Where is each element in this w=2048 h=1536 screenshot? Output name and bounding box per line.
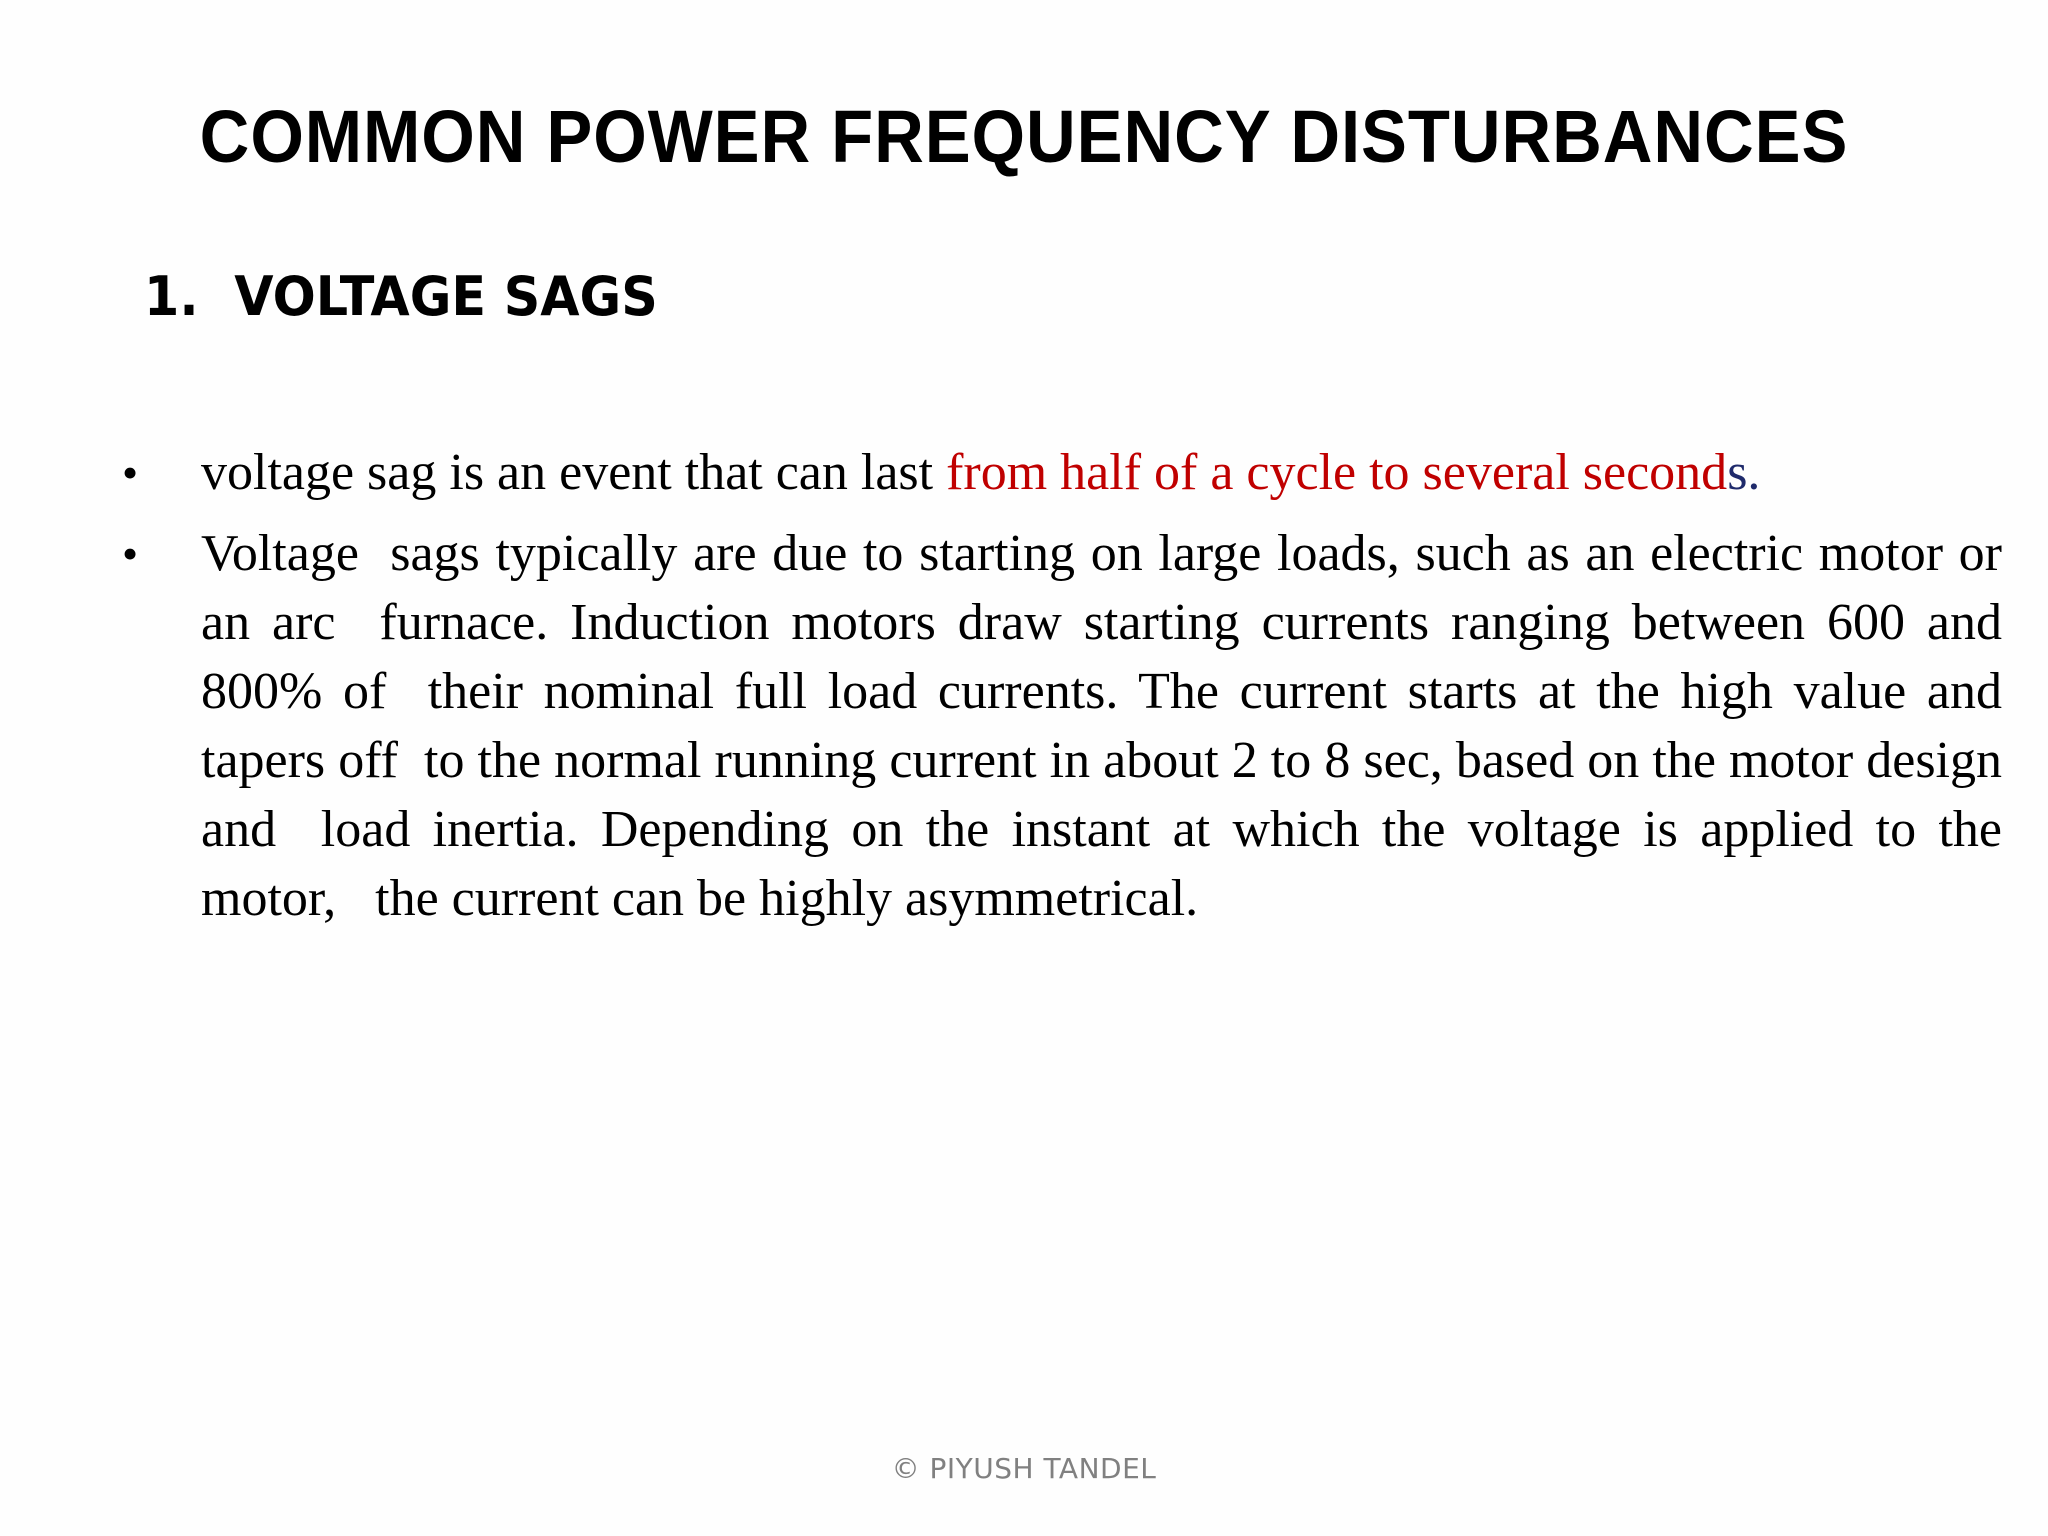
section-number: 1. — [144, 265, 199, 328]
bullet-text: voltage sag is an event that can last — [201, 444, 947, 501]
bullet-icon: • — [122, 447, 139, 498]
slide-title: COMMON POWER FREQUENCY DISTURBANCES — [199, 95, 1849, 178]
bullet-icon: • — [122, 528, 139, 579]
section-heading-text: VOLTAGE SAGS — [234, 265, 658, 328]
bullet-item-causes — [120, 519, 2015, 933]
bullet-highlight-blue: s. — [1727, 444, 1761, 501]
section-heading — [144, 262, 658, 332]
bullet-list — [120, 438, 2015, 945]
bullet-text: Voltage sags typically are due to starting on large loads, such as an electric motor or an arc furnace. Induction motors draw starting currents ranging between 600 and 800% of their nominal full load currents. The current starts at the high value and tapers off to the normal running current in about 2 to 8 sec, based on the motor design and load inertia. Depending on the instant at which the voltage is applied to the motor, the current can be highly asymmetrical. — [201, 525, 2015, 927]
bullet-highlight-red: from half of a cycle to several second — [946, 444, 1728, 501]
bullet-item-duration — [120, 438, 2002, 507]
copyright-footer: © PIYUSH TANDEL — [891, 1452, 1157, 1485]
